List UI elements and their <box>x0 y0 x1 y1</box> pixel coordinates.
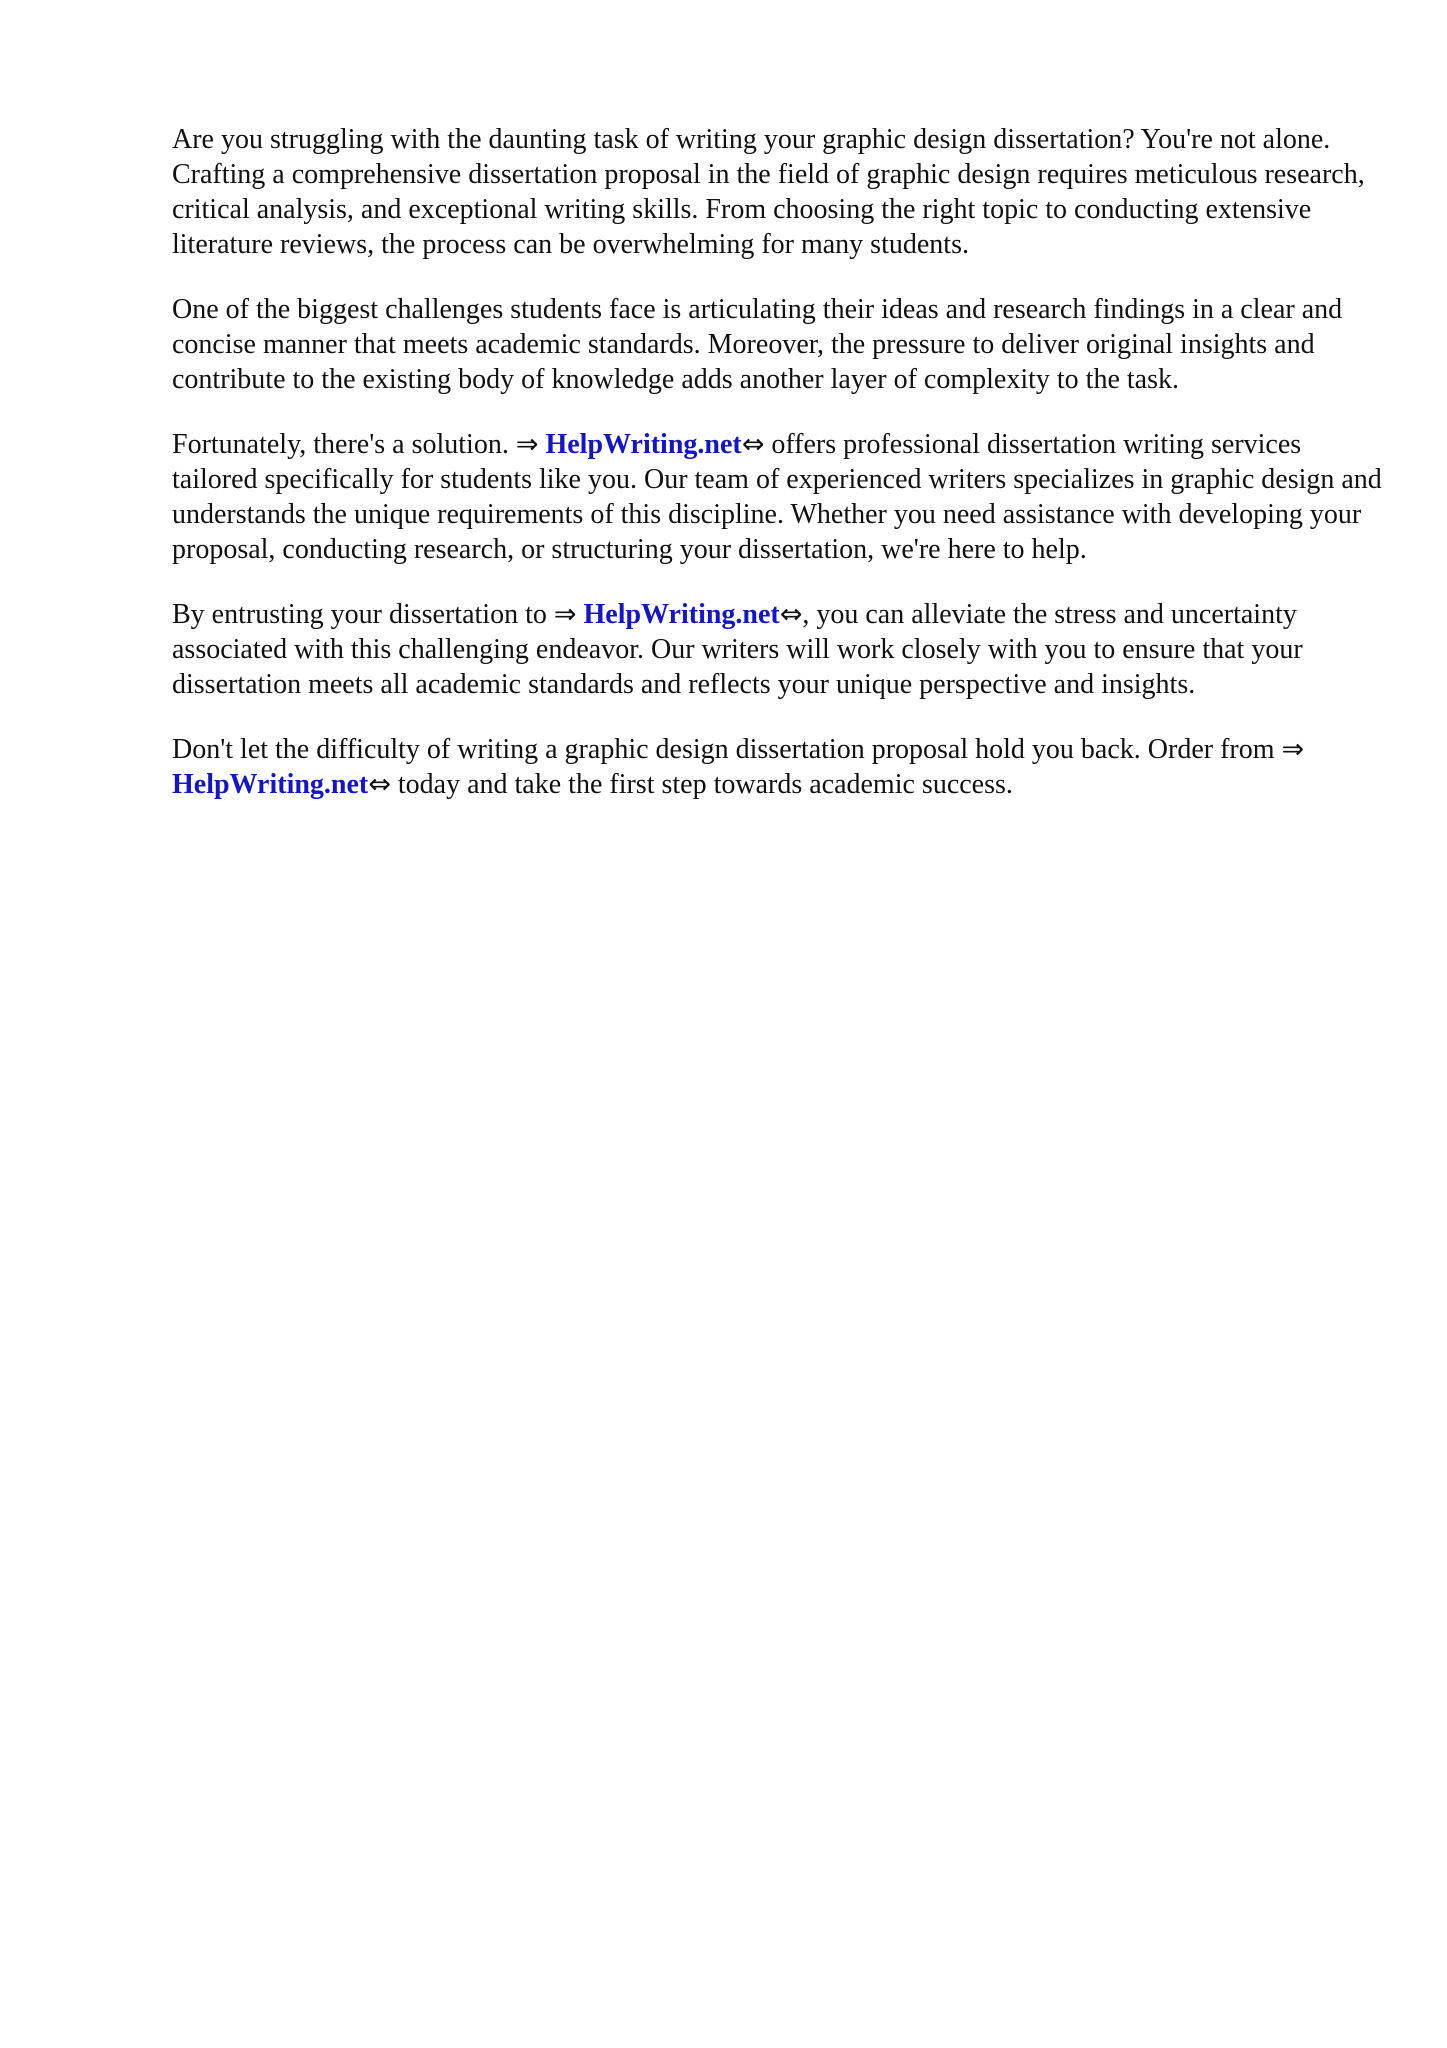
document-page <box>172 122 1387 832</box>
paragraph-solution <box>172 427 1387 567</box>
paragraph-entrusting-lead: By entrusting your dissertation to <box>172 599 547 630</box>
double-arrow-icon: ⇔ <box>779 599 803 630</box>
paragraph-solution-lead: Fortunately, there's a solution. <box>172 429 509 460</box>
paragraph-challenges: One of the biggest challenges students face is articulating their ideas and research findings in a clear and concise manner that meets academic standards. Moreover, the pressure to deliver original insights and contribute to the existing body of knowledge adds another layer of complexity to the task. <box>172 294 1343 395</box>
helpwriting-link[interactable]: HelpWriting.net <box>583 599 780 630</box>
paragraph-call-to-action-tail: today and take the first step towards academic success. <box>390 769 1013 800</box>
right-arrow-icon: ⇒ <box>1281 734 1305 765</box>
paragraph-entrusting-tail: , you can alleviate the stress and uncertainty associated with this challenging endeavor. Our writers will work closely with you to ensure that your dissertation meets all academic standards and reflects your unique perspective and insights. <box>172 599 1303 700</box>
double-arrow-icon: ⇔ <box>741 429 765 460</box>
double-arrow-icon: ⇔ <box>368 769 391 800</box>
paragraph-entrusting <box>172 597 1387 702</box>
paragraph-call-to-action <box>172 732 1387 802</box>
paragraph-solution-tail: offers professional dissertation writing services tailored specifically for students like you. Our team of experienced writers specializes in graphic design and understands the unique requirements of this discipline. Whether you need assistance with developing your proposal, conducting research, or structuring your dissertation, we're here to help. <box>172 429 1382 565</box>
right-arrow-icon: ⇒ <box>515 429 539 460</box>
paragraph-intro: Are you struggling with the daunting task of writing your graphic design dissertation? You're not alone. Crafting a comprehensive dissertation proposal in the field of graphic design requires meticulous research, critical analysis, and exceptional writing skills. From choosing the right topic to conducting extensive literature reviews, the process can be overwhelming for many students. <box>172 124 1365 260</box>
paragraph-call-to-action-lead: Don't let the difficulty of writing a graphic design dissertation proposal hold you back. Order from <box>172 734 1275 765</box>
helpwriting-link[interactable]: HelpWriting.net <box>172 769 369 800</box>
right-arrow-icon: ⇒ <box>553 599 577 630</box>
helpwriting-link[interactable]: HelpWriting.net <box>545 429 742 460</box>
